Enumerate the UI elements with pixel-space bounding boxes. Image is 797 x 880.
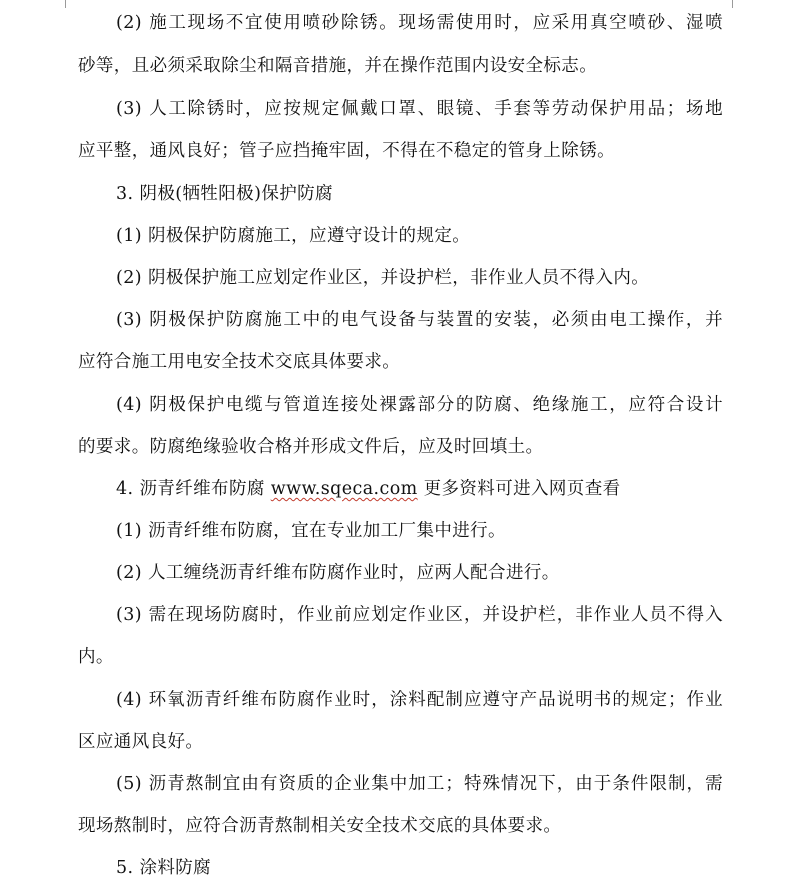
page-corner-mark-right — [732, 0, 733, 8]
section-heading-note: 更多资料可进入网页查看 — [417, 479, 621, 499]
section-heading: 3. 阴极(牺牲阳极)保护防腐 — [116, 184, 333, 204]
paragraph-line: 现场熬制时，应符合沥青熬制相关安全技术交底的具体要求。 — [78, 816, 562, 836]
page-corner-mark-left — [65, 0, 66, 8]
paragraph-line: (3) 人工除锈时，应按规定佩戴口罩、眼镜、手套等劳动保护用品；场地 — [116, 99, 723, 119]
paragraph-line: (3) 阴极保护防腐施工中的电气设备与装置的安装，必须由电工操作，并 — [116, 310, 723, 330]
paragraph-line: 应平整，通风良好；管子应挡掩牢固，不得在不稳定的管身上除锈。 — [78, 141, 615, 161]
section-heading — [116, 477, 723, 501]
paragraph-line: (2) 人工缠绕沥青纤维布防腐作业时，应两人配合进行。 — [116, 563, 560, 583]
paragraph-line: (1) 沥青纤维布防腐，宜在专业加工厂集中进行。 — [116, 521, 506, 541]
section-heading: 5. 涂料防腐 — [116, 858, 212, 878]
paragraph-line: 内。 — [78, 647, 114, 667]
paragraph-line: (2) 施工现场不宜使用喷砂除锈。现场需使用时，应采用真空喷砂、湿喷 — [116, 13, 723, 33]
website-link[interactable]: www.sqeca.com — [270, 479, 418, 499]
paragraph-line: (3) 需在现场防腐时，作业前应划定作业区，并设护栏，非作业人员不得入 — [116, 605, 723, 625]
paragraph-line: (4) 环氧沥青纤维布防腐作业时，涂料配制应遵守产品说明书的规定；作业 — [116, 690, 723, 710]
paragraph-line: 砂等，且必须采取除尘和隔音措施，并在操作范围内设安全标志。 — [78, 56, 598, 76]
paragraph-line: 应符合施工用电安全技术交底具体要求。 — [78, 352, 401, 372]
paragraph-line: (4) 阴极保护电缆与管道连接处裸露部分的防腐、绝缘施工，应符合设计 — [116, 395, 723, 415]
paragraph-line: 区应通风良好。 — [78, 732, 204, 752]
paragraph-line: 的要求。防腐绝缘验收合格并形成文件后，应及时回填土。 — [78, 437, 544, 457]
paragraph-line: (2) 阴极保护施工应划定作业区，并设护栏，非作业人员不得入内。 — [116, 268, 650, 288]
paragraph-line: (5) 沥青熬制宜由有资质的企业集中加工；特殊情况下，由于条件限制，需 — [116, 774, 723, 794]
section-heading-text: 4. 沥青纤维布防腐 — [116, 479, 271, 499]
paragraph-line: (1) 阴极保护防腐施工，应遵守设计的规定。 — [116, 226, 471, 246]
